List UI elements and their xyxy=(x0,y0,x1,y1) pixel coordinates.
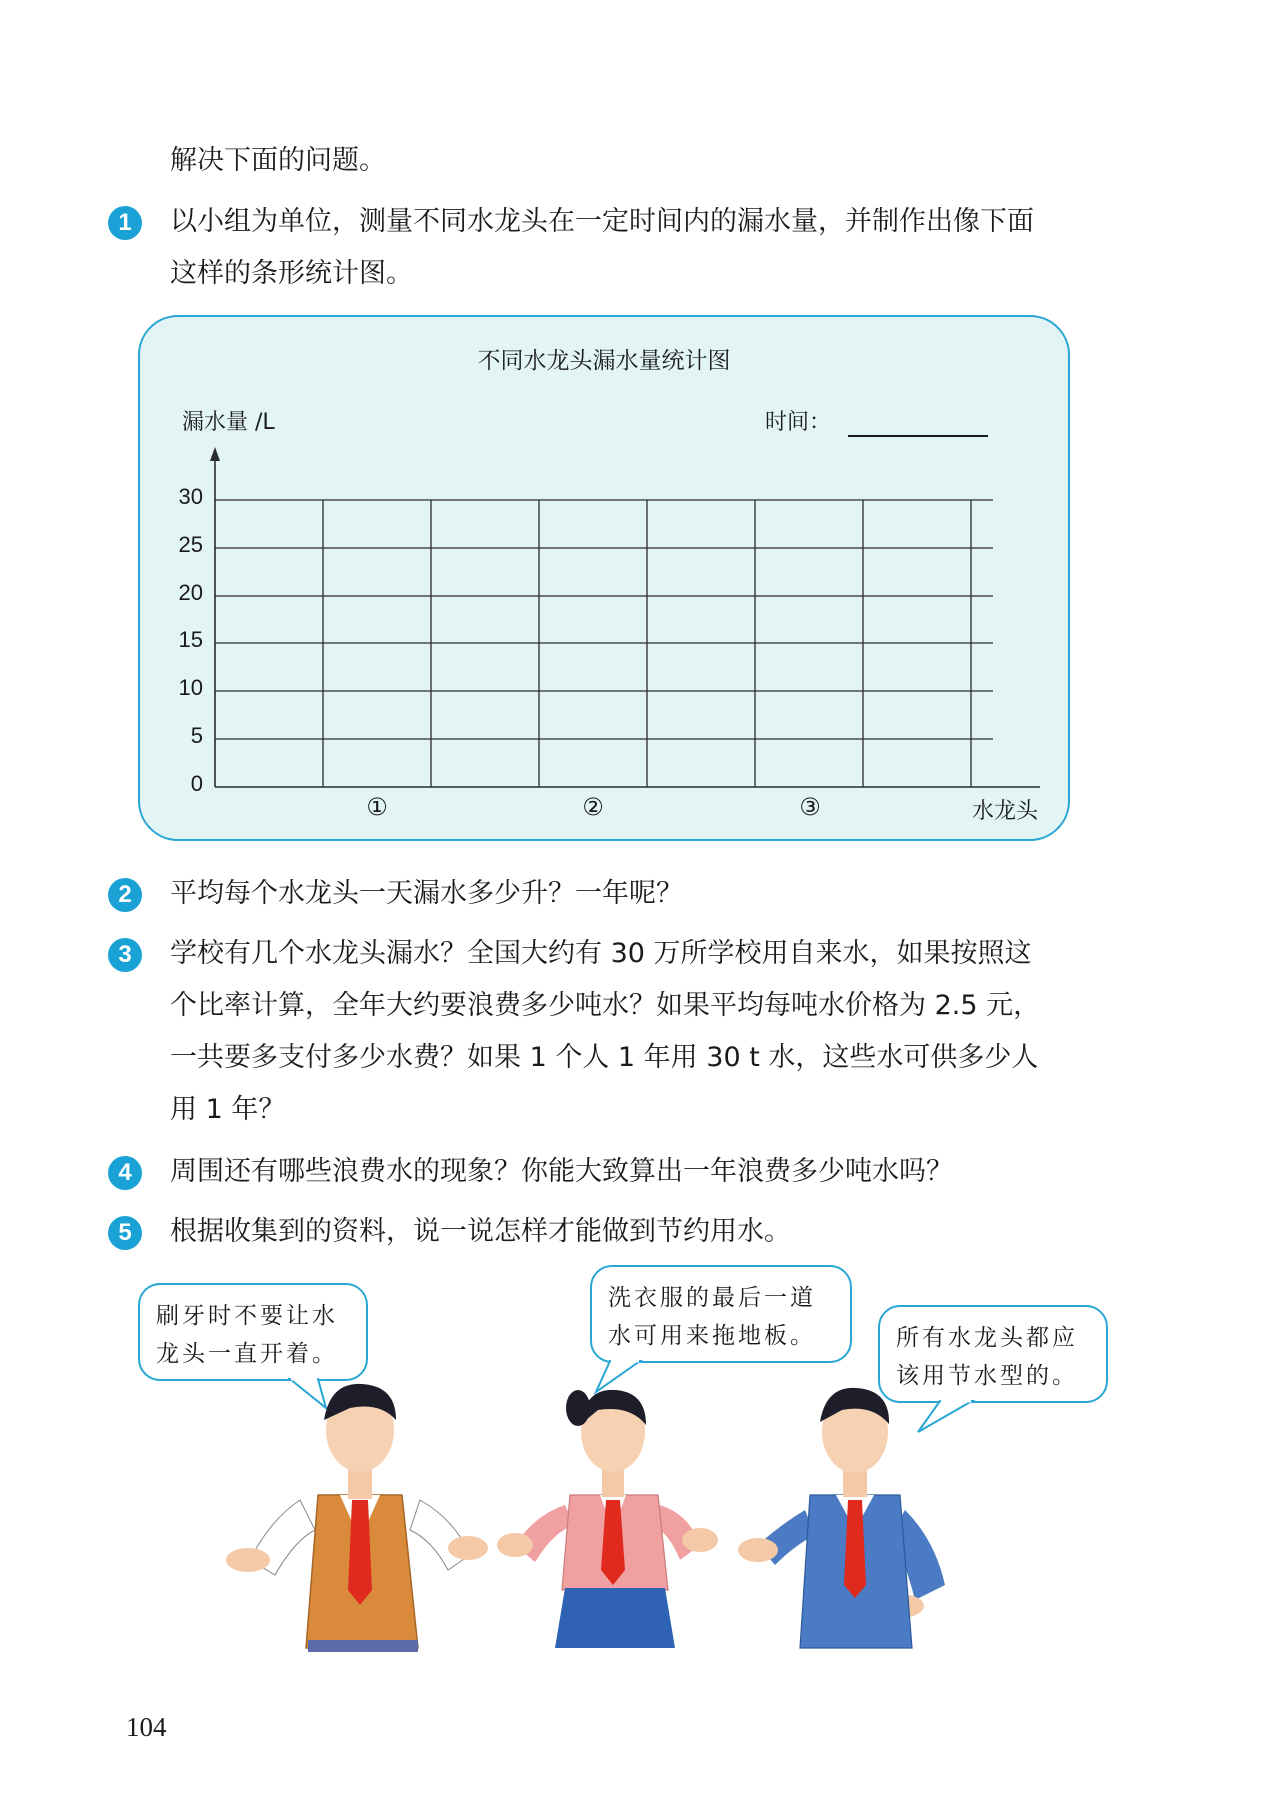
question-3-line-2: 个比率计算，全年大约要浪费多少吨水？如果平均每吨水价格为 2.5 元， xyxy=(170,990,1041,1021)
bubble-2-line-1: 洗衣服的最后一道 xyxy=(608,1285,816,1311)
bubble-1-line-2: 龙头一直开着。 xyxy=(156,1341,338,1367)
student-girl-pink xyxy=(497,1390,718,1648)
category-3: ③ xyxy=(799,793,821,821)
bubble-3-tail xyxy=(918,1401,972,1432)
y-tick-5: 5 xyxy=(190,723,203,748)
bubble-2-line-2: 水可用来拖地板。 xyxy=(608,1323,816,1349)
student-boy-vest xyxy=(226,1384,488,1652)
category-1: ① xyxy=(366,793,388,821)
question-3-line-3: 一共要多支付多少水费？如果 1 个人 1 年用 30 t 水，这些水可供多少人 xyxy=(170,1042,1039,1073)
y-tick-0: 0 xyxy=(190,771,203,796)
x-axis-label: 水龙头 xyxy=(972,799,1039,824)
question-1-line-2: 这样的条形统计图。 xyxy=(170,258,413,289)
intro-text: 解决下面的问题。 xyxy=(170,145,386,176)
bubble-1-tail xyxy=(290,1379,326,1408)
question-4-number: 4 xyxy=(108,1156,142,1190)
y-axis-label: 漏水量 /L xyxy=(182,410,275,435)
page-number: 104 xyxy=(126,1712,167,1742)
y-tick-25: 25 xyxy=(178,532,203,557)
chart-title: 不同水龙头漏水量统计图 xyxy=(477,348,731,374)
question-2-line-1: 平均每个水龙头一天漏水多少升？一年呢？ xyxy=(170,878,683,909)
question-3-line-1: 学校有几个水龙头漏水？全国大约有 30 万所学校用自来水，如果按照这 xyxy=(170,938,1032,969)
question-5-line-1: 根据收集到的资料，说一说怎样才能做到节约用水。 xyxy=(170,1216,791,1247)
y-tick-30: 30 xyxy=(178,484,203,509)
question-1-line-1: 以小组为单位，测量不同水龙头在一定时间内的漏水量，并制作出像下面 xyxy=(170,206,1034,237)
category-2: ② xyxy=(582,793,604,821)
y-tick-10: 10 xyxy=(178,675,203,700)
y-tick-20: 20 xyxy=(178,580,203,605)
question-1-number: 1 xyxy=(108,206,142,240)
question-4-line-1: 周围还有哪些浪费水的现象？你能大致算出一年浪费多少吨水吗？ xyxy=(170,1156,953,1187)
bubble-2-tail xyxy=(596,1361,640,1392)
question-2-number: 2 xyxy=(108,878,142,912)
y-tick-15: 15 xyxy=(178,627,203,652)
time-label: 时间： xyxy=(765,410,832,435)
student-boy-blue xyxy=(738,1388,945,1648)
question-3-line-4: 用 1 年？ xyxy=(170,1094,286,1125)
bubble-3-line-1: 所有水龙头都应 xyxy=(896,1325,1078,1351)
bubble-1-line-1: 刷牙时不要让水 xyxy=(156,1303,338,1329)
bubble-3-line-2: 该用节水型的。 xyxy=(896,1363,1078,1389)
question-3-number: 3 xyxy=(108,938,142,972)
question-5-number: 5 xyxy=(108,1216,142,1250)
